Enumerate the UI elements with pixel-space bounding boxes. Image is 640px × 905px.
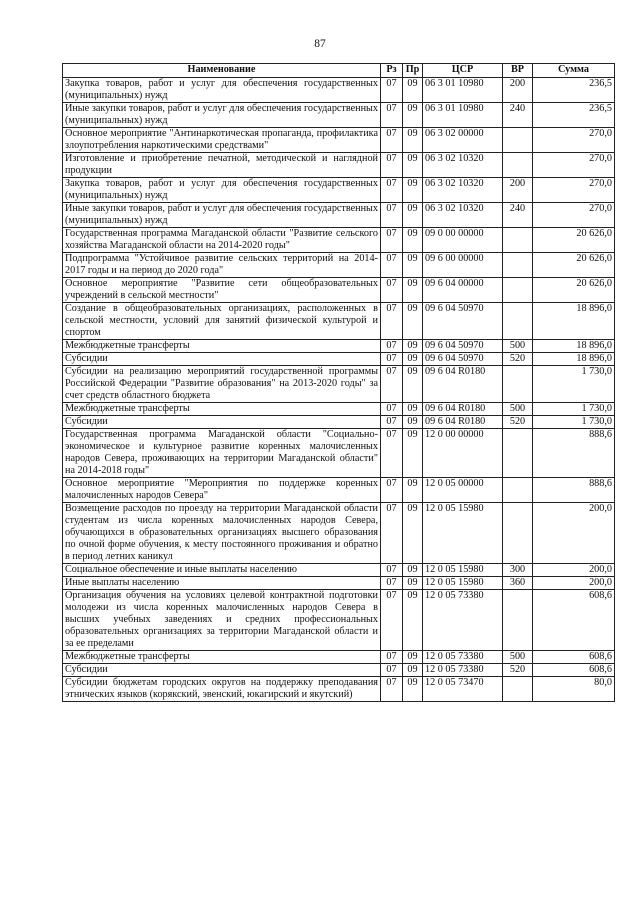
row-pr-cell: 09 [403,503,423,564]
row-vr-cell [503,153,533,178]
row-csr-cell: 12 0 05 73470 [423,677,503,702]
row-pr-cell: 09 [403,278,423,303]
row-rz-cell: 07 [381,203,403,228]
row-name-cell: Закупка товаров, работ и услуг для обеспечения государственных (муниципальных) нужд [63,178,381,203]
row-sum-cell: 20 626,0 [533,228,615,253]
row-rz-cell: 07 [381,429,403,478]
row-rz-cell: 07 [381,677,403,702]
row-csr-cell: 09 6 04 R0180 [423,366,503,403]
table-row [63,78,615,103]
row-csr-cell: 06 3 02 00000 [423,128,503,153]
row-vr-cell [503,278,533,303]
row-vr-cell [503,590,533,651]
row-pr-cell: 09 [403,564,423,577]
row-sum-cell: 1 730,0 [533,416,615,429]
row-name-cell: Иные закупки товаров, работ и услуг для обеспечения государственных (муниципальных) нужд [63,103,381,128]
row-pr-cell: 09 [403,178,423,203]
row-csr-cell: 09 0 00 00000 [423,228,503,253]
row-csr-cell: 12 0 05 73380 [423,651,503,664]
table-row [63,203,615,228]
row-csr-cell: 09 6 04 50970 [423,340,503,353]
row-csr-cell: 06 3 02 10320 [423,153,503,178]
row-name-cell: Субсидии [63,664,381,677]
row-pr-cell: 09 [403,478,423,503]
table-row [63,429,615,478]
row-rz-cell: 07 [381,103,403,128]
row-name-cell: Межбюджетные трансферты [63,651,381,664]
header-pr: Пр [403,64,423,78]
row-csr-cell: 12 0 05 15980 [423,577,503,590]
row-rz-cell: 07 [381,664,403,677]
row-vr-cell [503,253,533,278]
row-csr-cell: 12 0 00 00000 [423,429,503,478]
row-rz-cell: 07 [381,590,403,651]
row-name-cell: Межбюджетные трансферты [63,403,381,416]
row-name-cell: Государственная программа Магаданской области "Социально-экономическое и культурное развитие коренных малочисленных народов Севера, проживающих на территории Магаданской области" на 2014-2018 годы" [63,429,381,478]
table-row [63,303,615,340]
row-sum-cell: 18 896,0 [533,303,615,340]
row-name-cell: Основное мероприятие "Развитие сети общеобразовательных учреждений в сельской местности" [63,278,381,303]
row-vr-cell [503,366,533,403]
table-row [63,353,615,366]
table-row [63,403,615,416]
row-csr-cell: 12 0 05 73380 [423,590,503,651]
row-sum-cell: 20 626,0 [533,278,615,303]
row-sum-cell: 20 626,0 [533,253,615,278]
row-csr-cell: 06 3 02 10320 [423,203,503,228]
row-vr-cell [503,429,533,478]
table-row [63,577,615,590]
row-vr-cell: 360 [503,577,533,590]
table-row [63,103,615,128]
row-csr-cell: 09 6 04 R0180 [423,416,503,429]
row-rz-cell: 07 [381,577,403,590]
row-csr-cell: 09 6 04 50970 [423,353,503,366]
row-name-cell: Организация обучения на условиях целевой контрактной подготовки молодежи из числа коренных малочисленных народов Севера в высших учебных заведениях и средних профессиональных образовательных организациях за территории Магаданской области и за ее пределами [63,590,381,651]
row-rz-cell: 07 [381,564,403,577]
row-pr-cell: 09 [403,153,423,178]
row-pr-cell: 09 [403,253,423,278]
row-sum-cell: 608,6 [533,590,615,651]
row-vr-cell [503,128,533,153]
row-csr-cell: 12 0 05 15980 [423,503,503,564]
row-sum-cell: 608,6 [533,651,615,664]
row-csr-cell: 12 0 05 73380 [423,664,503,677]
row-sum-cell: 200,0 [533,503,615,564]
row-csr-cell: 06 3 01 10980 [423,78,503,103]
row-pr-cell: 09 [403,366,423,403]
row-name-cell: Социальное обеспечение и иные выплаты населению [63,564,381,577]
table-row [63,228,615,253]
table-row [63,153,615,178]
row-pr-cell: 09 [403,651,423,664]
row-csr-cell: 06 3 01 10980 [423,103,503,128]
table-row [63,416,615,429]
row-rz-cell: 07 [381,403,403,416]
row-vr-cell [503,677,533,702]
row-vr-cell: 300 [503,564,533,577]
row-sum-cell: 80,0 [533,677,615,702]
row-sum-cell: 270,0 [533,203,615,228]
row-name-cell: Субсидии [63,353,381,366]
row-name-cell: Изготовление и приобретение печатной, методической и наглядной продукции [63,153,381,178]
row-rz-cell: 07 [381,153,403,178]
row-sum-cell: 200,0 [533,564,615,577]
row-csr-cell: 09 6 04 00000 [423,278,503,303]
row-pr-cell: 09 [403,340,423,353]
row-rz-cell: 07 [381,278,403,303]
row-vr-cell: 500 [503,403,533,416]
row-sum-cell: 1 730,0 [533,403,615,416]
row-sum-cell: 270,0 [533,178,615,203]
row-sum-cell: 608,6 [533,664,615,677]
row-rz-cell: 07 [381,353,403,366]
row-vr-cell: 200 [503,78,533,103]
budget-table [62,63,615,702]
row-name-cell: Субсидии [63,416,381,429]
row-rz-cell: 07 [381,178,403,203]
table-header-row [63,64,615,78]
row-vr-cell [503,503,533,564]
header-csr: ЦСР [423,64,503,78]
row-sum-cell: 888,6 [533,429,615,478]
row-pr-cell: 09 [403,590,423,651]
row-rz-cell: 07 [381,340,403,353]
row-sum-cell: 888,6 [533,478,615,503]
row-pr-cell: 09 [403,664,423,677]
row-csr-cell: 09 6 00 00000 [423,253,503,278]
row-sum-cell: 236,5 [533,78,615,103]
row-name-cell: Субсидии бюджетам городских округов на поддержку преподавания этнических языков (корякский, эвенский, юкагирский и якутский) [63,677,381,702]
row-rz-cell: 07 [381,228,403,253]
row-rz-cell: 07 [381,303,403,340]
header-name: Наименование [63,64,381,78]
row-csr-cell: 06 3 02 10320 [423,178,503,203]
row-csr-cell: 12 0 05 15980 [423,564,503,577]
row-rz-cell: 07 [381,253,403,278]
table-row [63,340,615,353]
row-sum-cell: 236,5 [533,103,615,128]
row-pr-cell: 09 [403,353,423,366]
row-vr-cell: 240 [503,103,533,128]
table-row [63,278,615,303]
row-pr-cell: 09 [403,103,423,128]
row-pr-cell: 09 [403,429,423,478]
table-row [63,178,615,203]
row-vr-cell: 500 [503,340,533,353]
row-sum-cell: 1 730,0 [533,366,615,403]
row-name-cell: Основное мероприятие "Антинаркотическая пропаганда, профилактика злоупотребления наркотическими средствами" [63,128,381,153]
table-row [63,564,615,577]
row-name-cell: Закупка товаров, работ и услуг для обеспечения государственных (муниципальных) нужд [63,78,381,103]
row-pr-cell: 09 [403,416,423,429]
row-rz-cell: 07 [381,366,403,403]
row-name-cell: Государственная программа Магаданской области "Развитие сельского хозяйства Магаданской области на 2014-2020 годы" [63,228,381,253]
row-vr-cell: 240 [503,203,533,228]
row-name-cell: Основное мероприятие "Мероприятия по поддержке коренных малочисленных народов Севера" [63,478,381,503]
table-row [63,590,615,651]
row-pr-cell: 09 [403,403,423,416]
row-csr-cell: 09 6 04 50970 [423,303,503,340]
row-sum-cell: 270,0 [533,153,615,178]
row-rz-cell: 07 [381,651,403,664]
row-pr-cell: 09 [403,128,423,153]
row-sum-cell: 270,0 [533,128,615,153]
row-vr-cell: 500 [503,651,533,664]
row-vr-cell: 520 [503,353,533,366]
row-pr-cell: 09 [403,203,423,228]
row-rz-cell: 07 [381,503,403,564]
table-row [63,366,615,403]
row-vr-cell: 520 [503,664,533,677]
row-csr-cell: 12 0 05 00000 [423,478,503,503]
row-sum-cell: 200,0 [533,577,615,590]
row-rz-cell: 07 [381,78,403,103]
row-pr-cell: 09 [403,78,423,103]
table-row [63,128,615,153]
row-pr-cell: 09 [403,228,423,253]
table-row [63,651,615,664]
row-vr-cell [503,478,533,503]
row-rz-cell: 07 [381,478,403,503]
header-rz: Рз [381,64,403,78]
table-row [63,478,615,503]
row-name-cell: Иные закупки товаров, работ и услуг для обеспечения государственных (муниципальных) нужд [63,203,381,228]
row-name-cell: Возмещение расходов по проезду на территории Магаданской области студентам из числа коренных малочисленных народов Севера, обучающихся в образовательных организациях высшего образования по очной форме обучения, к месту постоянного проживания и обратно в период летних каникул [63,503,381,564]
row-csr-cell: 09 6 04 R0180 [423,403,503,416]
table-row [63,503,615,564]
row-vr-cell [503,303,533,340]
row-rz-cell: 07 [381,128,403,153]
row-vr-cell [503,228,533,253]
table-row [63,664,615,677]
row-pr-cell: 09 [403,677,423,702]
table-row [63,677,615,702]
row-name-cell: Субсидии на реализацию мероприятий государственной программы Российской Федерации "Развитие образования" на 2013-2020 годы" за счет средств областного бюджета [63,366,381,403]
row-name-cell: Межбюджетные трансферты [63,340,381,353]
row-vr-cell: 200 [503,178,533,203]
row-name-cell: Создание в общеобразовательных организациях, расположенных в сельской местности, условий для занятий физической культурой и спортом [63,303,381,340]
header-sum: Сумма [533,64,615,78]
row-name-cell: Подпрограмма "Устойчивое развитие сельских территорий на 2014-2017 годы и на период до 2020 года" [63,253,381,278]
page-number: 87 [314,38,326,50]
header-vr: ВР [503,64,533,78]
row-sum-cell: 18 896,0 [533,353,615,366]
row-pr-cell: 09 [403,303,423,340]
row-rz-cell: 07 [381,416,403,429]
row-name-cell: Иные выплаты населению [63,577,381,590]
row-pr-cell: 09 [403,577,423,590]
row-vr-cell: 520 [503,416,533,429]
table-row [63,253,615,278]
row-sum-cell: 18 896,0 [533,340,615,353]
